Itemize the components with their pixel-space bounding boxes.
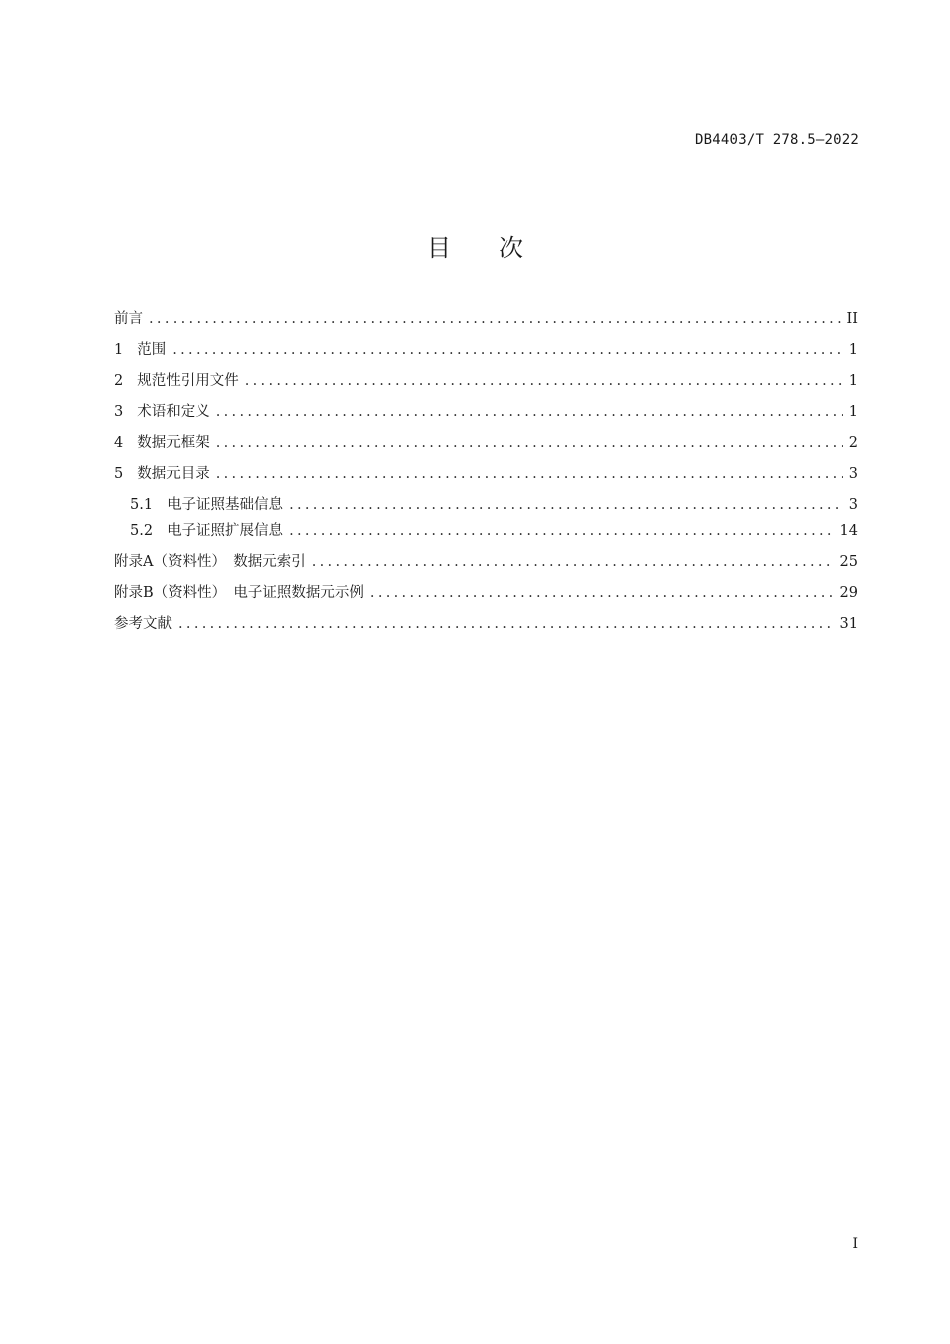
toc-entry-normative-references[interactable]: [114, 370, 858, 392]
toc-entry-number: 2: [114, 373, 124, 389]
toc-entry-label: 参考文献: [114, 616, 172, 632]
toc-entry-number: 5.2: [130, 523, 154, 539]
toc-entry-basic-info[interactable]: [114, 494, 858, 516]
toc-entry-label: 电子证照扩展信息: [167, 523, 284, 539]
toc-leader: [216, 401, 843, 423]
toc-entry-number: 1: [114, 342, 124, 358]
toc-leader: [370, 582, 834, 604]
toc-entry-bibliography[interactable]: [114, 613, 858, 635]
toc-entry-page: 14: [839, 523, 858, 539]
toc-entry-scope[interactable]: [114, 339, 858, 361]
standard-code: DB4403/T 278.5—2022: [695, 132, 859, 148]
toc-entry-foreword[interactable]: [114, 308, 858, 332]
table-of-contents: [114, 308, 858, 635]
toc-entry-number: 5.1: [130, 497, 154, 513]
toc-entry-terms-definitions[interactable]: [114, 401, 858, 423]
toc-entry-number: 5: [114, 466, 124, 482]
toc-leader: [172, 339, 843, 361]
toc-leader: [216, 432, 843, 454]
page-number: I: [852, 1236, 858, 1252]
title-char-2: 次: [499, 234, 523, 262]
toc-entry-page: 3: [848, 497, 858, 513]
toc-entry-label: 附录A（资料性） 数据元索引: [114, 554, 306, 570]
toc-entry-page: 29: [839, 585, 858, 601]
toc-leader: [312, 551, 834, 573]
toc-leader: [178, 613, 834, 635]
toc-entry-page: 2: [848, 435, 858, 451]
title-char-1: 目: [427, 234, 451, 262]
toc-entry-page: 1: [848, 373, 858, 389]
toc-leader: [289, 494, 843, 516]
toc-entry-label: 范围: [137, 342, 167, 358]
toc-entry-page: 1: [848, 404, 858, 420]
toc-entry-number: 4: [114, 435, 124, 451]
toc-leader: [245, 370, 843, 392]
toc-entry-page: 1: [848, 342, 858, 358]
toc-entry-label: 规范性引用文件: [137, 373, 239, 389]
toc-entry-label: 附录B（资料性） 电子证照数据元示例: [114, 585, 364, 601]
toc-entry-page: 31: [839, 616, 858, 632]
toc-leader: [289, 520, 833, 542]
toc-entry-page: 25: [839, 554, 858, 570]
toc-entry-appendix-b[interactable]: [114, 582, 858, 604]
toc-entry-label: 电子证照基础信息: [167, 497, 284, 513]
toc-entry-label: 数据元目录: [137, 466, 210, 482]
toc-entry-number: 3: [114, 404, 124, 420]
toc-entry-data-element-catalog[interactable]: [114, 463, 858, 485]
toc-entry-label: 术语和定义: [137, 404, 210, 420]
page-title: [0, 228, 950, 263]
toc-leader: [149, 308, 841, 330]
toc-entry-data-element-framework[interactable]: [114, 432, 858, 454]
toc-leader: [216, 463, 843, 485]
toc-entry-label: 数据元框架: [137, 435, 210, 451]
toc-entry-extended-info[interactable]: [114, 520, 858, 542]
toc-entry-page: 3: [848, 466, 858, 482]
toc-entry-appendix-a[interactable]: [114, 551, 858, 573]
toc-entry-label: 前言: [114, 311, 143, 327]
toc-entry-page: II: [846, 311, 858, 327]
